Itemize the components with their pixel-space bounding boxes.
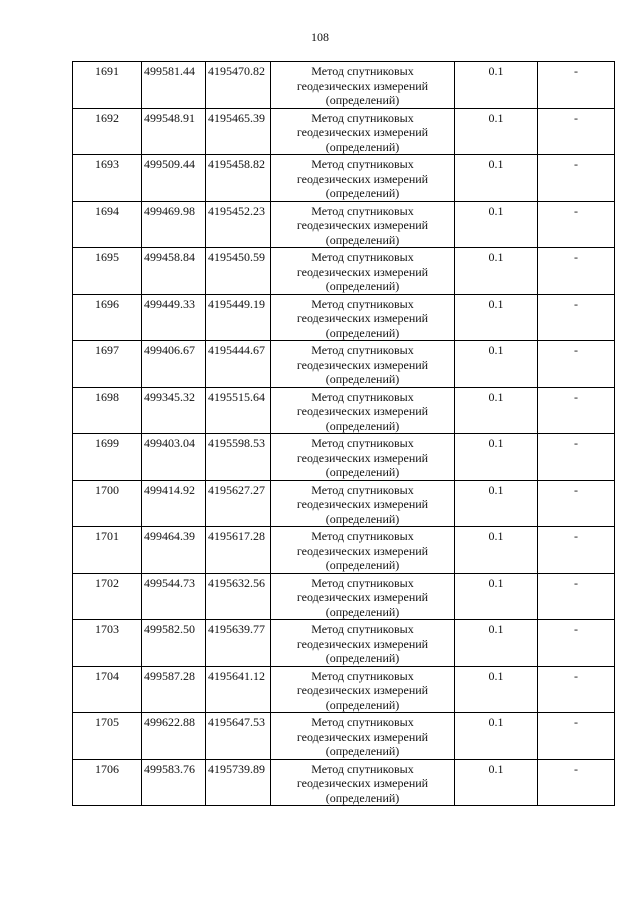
point-number-cell: 1692	[73, 108, 142, 155]
table-row	[73, 155, 615, 202]
method-cell: Метод спутниковых геодезических измерений (определений)	[271, 248, 455, 295]
table-row	[73, 62, 615, 109]
note-cell: -	[538, 759, 615, 806]
x-coordinate-cell: 499622.88	[142, 713, 206, 760]
y-coordinate-cell: 4195641.12	[206, 666, 271, 713]
table-row	[73, 108, 615, 155]
table-row	[73, 248, 615, 295]
y-coordinate-cell: 4195632.56	[206, 573, 271, 620]
method-cell: Метод спутниковых геодезических измерений (определений)	[271, 573, 455, 620]
method-cell: Метод спутниковых геодезических измерений (определений)	[271, 155, 455, 202]
x-coordinate-cell: 499509.44	[142, 155, 206, 202]
note-cell: -	[538, 108, 615, 155]
accuracy-cell: 0.1	[455, 666, 538, 713]
x-coordinate-cell: 499458.84	[142, 248, 206, 295]
note-cell: -	[538, 434, 615, 481]
method-cell: Метод спутниковых геодезических измерений (определений)	[271, 434, 455, 481]
point-number-cell: 1698	[73, 387, 142, 434]
x-coordinate-cell: 499403.04	[142, 434, 206, 481]
table-row	[73, 201, 615, 248]
x-coordinate-cell: 499449.33	[142, 294, 206, 341]
accuracy-cell: 0.1	[455, 248, 538, 295]
accuracy-cell: 0.1	[455, 620, 538, 667]
accuracy-cell: 0.1	[455, 201, 538, 248]
note-cell: -	[538, 620, 615, 667]
accuracy-cell: 0.1	[455, 573, 538, 620]
note-cell: -	[538, 62, 615, 109]
accuracy-cell: 0.1	[455, 434, 538, 481]
point-number-cell: 1699	[73, 434, 142, 481]
note-cell: -	[538, 480, 615, 527]
y-coordinate-cell: 4195458.82	[206, 155, 271, 202]
note-cell: -	[538, 527, 615, 574]
x-coordinate-cell: 499406.67	[142, 341, 206, 388]
x-coordinate-cell: 499583.76	[142, 759, 206, 806]
point-number-cell: 1701	[73, 527, 142, 574]
table-row	[73, 480, 615, 527]
accuracy-cell: 0.1	[455, 527, 538, 574]
accuracy-cell: 0.1	[455, 294, 538, 341]
note-cell: -	[538, 341, 615, 388]
method-cell: Метод спутниковых геодезических измерений (определений)	[271, 620, 455, 667]
method-cell: Метод спутниковых геодезических измерений (определений)	[271, 62, 455, 109]
table-row	[73, 341, 615, 388]
y-coordinate-cell: 4195617.28	[206, 527, 271, 574]
accuracy-cell: 0.1	[455, 155, 538, 202]
y-coordinate-cell: 4195470.82	[206, 62, 271, 109]
y-coordinate-cell: 4195452.23	[206, 201, 271, 248]
point-number-cell: 1700	[73, 480, 142, 527]
method-cell: Метод спутниковых геодезических измерений (определений)	[271, 666, 455, 713]
y-coordinate-cell: 4195627.27	[206, 480, 271, 527]
point-number-cell: 1694	[73, 201, 142, 248]
table-row	[73, 666, 615, 713]
y-coordinate-cell: 4195598.53	[206, 434, 271, 481]
method-cell: Метод спутниковых геодезических измерений (определений)	[271, 201, 455, 248]
method-cell: Метод спутниковых геодезических измерений (определений)	[271, 527, 455, 574]
x-coordinate-cell: 499464.39	[142, 527, 206, 574]
note-cell: -	[538, 248, 615, 295]
y-coordinate-cell: 4195739.89	[206, 759, 271, 806]
method-cell: Метод спутниковых геодезических измерений (определений)	[271, 759, 455, 806]
note-cell: -	[538, 201, 615, 248]
accuracy-cell: 0.1	[455, 759, 538, 806]
y-coordinate-cell: 4195450.59	[206, 248, 271, 295]
x-coordinate-cell: 499469.98	[142, 201, 206, 248]
table-row	[73, 527, 615, 574]
method-cell: Метод спутниковых геодезических измерений (определений)	[271, 713, 455, 760]
table-row	[73, 620, 615, 667]
accuracy-cell: 0.1	[455, 713, 538, 760]
accuracy-cell: 0.1	[455, 108, 538, 155]
y-coordinate-cell: 4195647.53	[206, 713, 271, 760]
table-row	[73, 387, 615, 434]
method-cell: Метод спутниковых геодезических измерений (определений)	[271, 294, 455, 341]
point-number-cell: 1704	[73, 666, 142, 713]
coordinates-table-body	[73, 62, 615, 806]
note-cell: -	[538, 666, 615, 713]
accuracy-cell: 0.1	[455, 480, 538, 527]
table-row	[73, 713, 615, 760]
point-number-cell: 1706	[73, 759, 142, 806]
note-cell: -	[538, 713, 615, 760]
method-cell: Метод спутниковых геодезических измерений (определений)	[271, 387, 455, 434]
x-coordinate-cell: 499345.32	[142, 387, 206, 434]
method-cell: Метод спутниковых геодезических измерений (определений)	[271, 341, 455, 388]
x-coordinate-cell: 499548.91	[142, 108, 206, 155]
table-row	[73, 434, 615, 481]
point-number-cell: 1703	[73, 620, 142, 667]
point-number-cell: 1697	[73, 341, 142, 388]
table-row	[73, 573, 615, 620]
note-cell: -	[538, 294, 615, 341]
point-number-cell: 1693	[73, 155, 142, 202]
accuracy-cell: 0.1	[455, 387, 538, 434]
accuracy-cell: 0.1	[455, 341, 538, 388]
method-cell: Метод спутниковых геодезических измерений (определений)	[271, 108, 455, 155]
x-coordinate-cell: 499582.50	[142, 620, 206, 667]
table-row	[73, 759, 615, 806]
point-number-cell: 1705	[73, 713, 142, 760]
x-coordinate-cell: 499544.73	[142, 573, 206, 620]
point-number-cell: 1691	[73, 62, 142, 109]
accuracy-cell: 0.1	[455, 62, 538, 109]
note-cell: -	[538, 573, 615, 620]
x-coordinate-cell: 499587.28	[142, 666, 206, 713]
x-coordinate-cell: 499581.44	[142, 62, 206, 109]
point-number-cell: 1695	[73, 248, 142, 295]
y-coordinate-cell: 4195444.67	[206, 341, 271, 388]
table-row	[73, 294, 615, 341]
method-cell: Метод спутниковых геодезических измерений (определений)	[271, 480, 455, 527]
y-coordinate-cell: 4195465.39	[206, 108, 271, 155]
x-coordinate-cell: 499414.92	[142, 480, 206, 527]
point-number-cell: 1702	[73, 573, 142, 620]
page-number: 108	[311, 30, 329, 44]
note-cell: -	[538, 155, 615, 202]
coordinates-table	[72, 61, 615, 806]
y-coordinate-cell: 4195639.77	[206, 620, 271, 667]
point-number-cell: 1696	[73, 294, 142, 341]
note-cell: -	[538, 387, 615, 434]
y-coordinate-cell: 4195515.64	[206, 387, 271, 434]
y-coordinate-cell: 4195449.19	[206, 294, 271, 341]
